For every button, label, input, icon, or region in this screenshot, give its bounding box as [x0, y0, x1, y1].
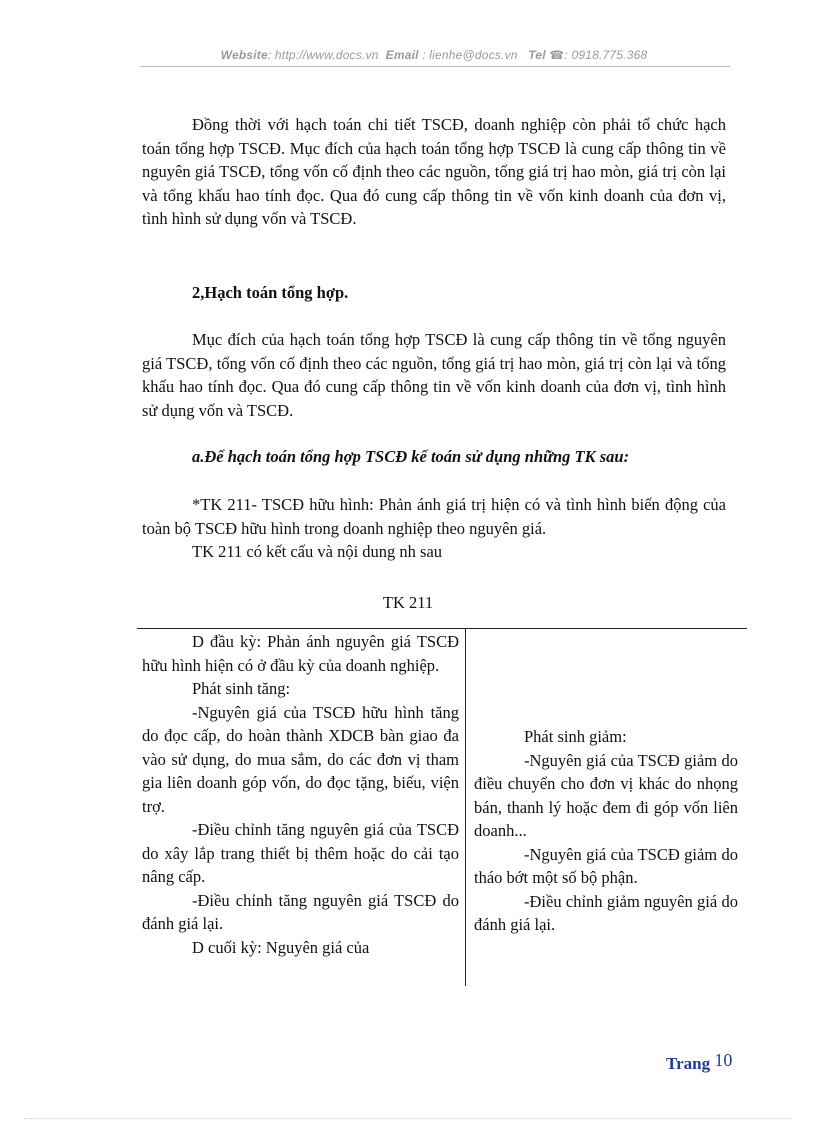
email-value[interactable]: : lienhe@docs.vn: [418, 48, 518, 62]
page-header: [140, 48, 728, 62]
debit-closing-balance: D cuối kỳ: Nguyên giá của: [192, 937, 370, 957]
tel-label: Tel: [528, 48, 546, 62]
website-label: Website: [220, 48, 268, 62]
debit-increase-heading: Phát sinh tăng:: [192, 679, 291, 698]
tel-value: : 0918.775.368: [564, 48, 648, 62]
section-heading-2: 2,Hạch toán tổng hợp.: [192, 283, 349, 302]
debit-item: -Điều chỉnh tăng nguyên giá của TSCĐ do xây lắp trang thiết bị thêm hoặc do cải tạo nâng cấp.: [142, 820, 459, 886]
page-footer: [666, 1050, 733, 1074]
t-account-credit-column: [474, 725, 738, 937]
t-account-title: TK 211: [382, 593, 434, 612]
header-divider: [140, 66, 730, 67]
page-label: Trang: [666, 1054, 711, 1073]
credit-item: -Nguyên giá của TSCĐ giảm do tháo bớt một số bộ phận.: [474, 844, 738, 887]
paragraph-1: Đồng thời với hạch toán chi tiết TSCĐ, doanh nghiệp còn phải tổ chức hạch toán tổng hợp TSCĐ. Mục đích của hạch toán tổng hợp TSCĐ là cung cấp thông tin về nguyên giá TSCĐ, tổng vốn cố định theo các nguồn, tổng giá trị hao mòn, giá trị còn lại và tổng khấu hao tính đọc. Qua đó cung cấp thông tin về vốn kinh doanh của đơn vị, tình hình sử dụng vốn và TSCĐ.: [142, 115, 726, 228]
paragraph-4: TK 211 có kết cấu và nội dung nh sau: [192, 542, 443, 561]
email-label: Email: [385, 48, 419, 62]
credit-item: -Điều chỉnh giảm nguyên giá do đánh giá lại.: [474, 891, 738, 934]
paragraph-2: Mục đích của hạch toán tổng hợp TSCĐ là cung cấp thông tin về tổng nguyên giá TSCĐ, tổng vốn cố định theo các nguồn, tổng giá trị hao mòn, giá trị còn lại và tổng khấu hao tính đọc. Qua đó cung cấp thông tin về vốn kinh doanh của đơn vị, tình hình sử dụng vốn và TSCĐ.: [142, 330, 726, 420]
debit-item: -Điều chỉnh tăng nguyên giá TSCĐ do đánh giá lại.: [142, 890, 459, 933]
debit-opening-balance: D đầu kỳ: Phản ánh nguyên giá TSCĐ hữu hình hiện có ở đầu kỳ của doanh nghiệp.: [142, 632, 459, 675]
t-account-vertical-rule: [465, 628, 466, 986]
page-bottom-border: [24, 1118, 792, 1119]
subsection-heading-a: a.Để hạch toán tổng hợp TSCĐ kế toán sử dụng những TK sau:: [192, 447, 630, 466]
paragraph-3: *TK 211- TSCĐ hữu hình: Phản ánh giá trị hiện có và tình hình biến động của toàn bộ TSCĐ hữu hình trong doanh nghiệp theo nguyên giá.: [142, 495, 726, 538]
page-number: 10: [714, 1050, 733, 1070]
website-value[interactable]: : http://www.docs.vn: [267, 48, 379, 62]
phone-icon: ☎: [549, 48, 565, 62]
credit-item: -Nguyên giá của TSCĐ giảm do điều chuyển cho đơn vị khác do nhọng bán, thanh lý hoặc đem đi góp vốn liên doanh...: [474, 750, 738, 840]
t-account-debit-column: [142, 630, 459, 959]
debit-item: -Nguyên giá của TSCĐ hữu hình tăng do đọc cấp, do hoàn thành XDCB bàn giao đa vào sử dụng, do mua sắm, do các đơn vị tham gia liên doanh góp vốn, do đọc tặng, biếu, viện trợ.: [142, 702, 459, 816]
t-account-horizontal-rule: [137, 628, 747, 629]
credit-decrease-heading: Phát sinh giảm:: [524, 727, 627, 746]
